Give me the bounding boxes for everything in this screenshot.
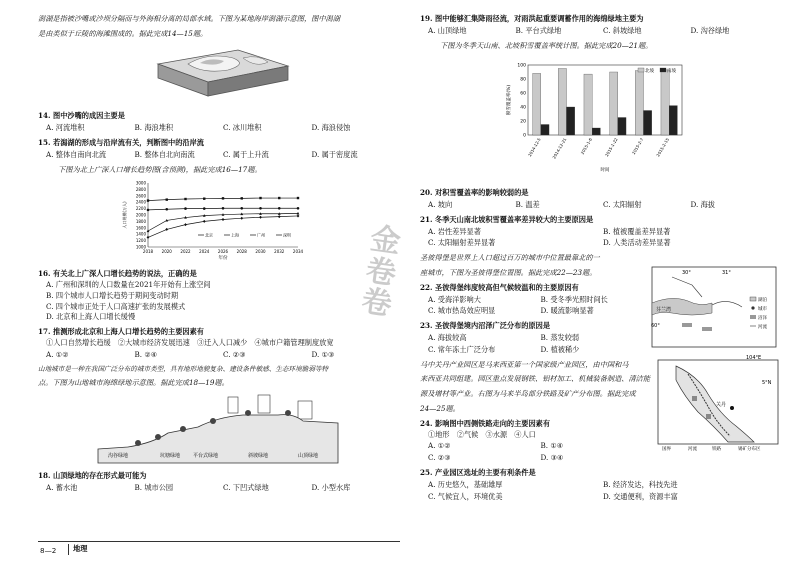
- q19-options: [428, 26, 778, 37]
- chart1-y-label: 人口规模(万人): [122, 201, 127, 229]
- q25-option-c: C. 气候宜人，环境优美: [428, 491, 503, 501]
- q25-option-a: A. 历史悠久，基础雄厚: [428, 479, 503, 489]
- map1-legend-river: 河流: [758, 325, 767, 331]
- chart2-legend-label: 北坡: [645, 69, 654, 75]
- q25-options-row1: [428, 480, 778, 491]
- chart1-x-label: 年份: [218, 256, 228, 262]
- chart1-point: [184, 198, 186, 200]
- intro-16-17: 下图为北上广深人口增长趋势图(含预测)，据此完成16—17题。: [58, 164, 262, 174]
- chart2-y-tick: 60: [520, 91, 526, 97]
- chart1-point: [222, 218, 225, 221]
- q23-option-a: A. 海拔较高: [428, 332, 467, 342]
- chart2-bar: [592, 128, 600, 135]
- fig2-label-hilltop: 山顶绿地: [298, 453, 319, 460]
- q21-option-a: A. 岩性差异显著: [428, 226, 481, 236]
- chart1-legend-label: 深圳: [283, 232, 291, 238]
- chart1-point: [297, 207, 300, 210]
- chart2-y-tick: 20: [520, 119, 526, 125]
- page-number: 8—2: [40, 546, 57, 555]
- chart1-point: [203, 208, 206, 211]
- chart1-point: [259, 216, 262, 219]
- fig2-label-platform: 平台式绿地: [193, 453, 219, 460]
- q21-option-b: B. 植被覆盖差异显著: [603, 226, 671, 236]
- q21-options-row1: [428, 227, 778, 238]
- chart2-y-tick: 80: [520, 77, 526, 83]
- malaysia-map: [658, 356, 778, 456]
- q24-option-a: A. ①②: [428, 441, 451, 451]
- chart2-bar: [558, 69, 566, 136]
- chart1-x-tick: 2020: [161, 249, 172, 255]
- q22-option-a: A. 受海洋影响大: [428, 294, 481, 304]
- chart2-legend-swatch: [638, 68, 644, 72]
- q19-option-c: C. 斜坡绿地: [603, 25, 642, 35]
- q25-option-b: B. 经济发达，科技先进: [603, 479, 678, 489]
- chart1-point: [259, 197, 261, 199]
- q14-option-a: A. 河流堆积: [46, 123, 85, 133]
- q17-option-a: A. ①②: [46, 349, 69, 359]
- chart1-y-tick: 1200: [135, 238, 146, 244]
- chart1-x-tick: 2024: [199, 249, 210, 255]
- chart1-y-tick: 1000: [135, 244, 146, 250]
- chart2-x-tick: 2015-2-15: [655, 137, 671, 158]
- intro-24-25-line2: 来西亚共同组建。园区重点发展钢铁、铝材加工、机械装备制造、清洁能: [420, 374, 651, 384]
- chart2-y-tick: 100: [517, 63, 526, 69]
- q22-options-row1: [428, 295, 653, 306]
- chart2-bar: [584, 74, 592, 135]
- chart1-x-tick: 2018: [142, 249, 154, 255]
- fig2-label-pond: 坑塘绿地: [160, 453, 181, 460]
- chart1-point: [165, 208, 168, 211]
- chart1-x-tick: 2030: [255, 249, 266, 255]
- chart1-point: [259, 207, 262, 210]
- question-19: 19. 图中能够汇集降雨径流，对雨洪起重要调蓄作用的海绵绿地主要为: [420, 14, 644, 23]
- chart1-point: [278, 215, 281, 218]
- q23-options-row2: [428, 345, 653, 356]
- snow-cover-chart: [500, 55, 778, 184]
- q24-options-row2: [428, 453, 653, 464]
- q16-option-d: D. 北京和上海人口增长缓慢: [46, 312, 136, 322]
- q22-option-c: C. 城市热岛效应明显: [428, 306, 496, 316]
- map2-legend-river: 河流: [688, 446, 697, 452]
- chart1-y-tick: 3000: [135, 180, 146, 186]
- chart1-legend-label: 北京: [205, 232, 213, 238]
- chart1-y-tick: 2400: [135, 200, 146, 206]
- q17-options: [46, 350, 400, 361]
- question-16: 16. 有关北上广深人口增长趋势的说法，正确的是: [38, 269, 197, 279]
- map1-label-gulf: 芬兰湾: [656, 307, 672, 314]
- chart2-legend-swatch: [660, 68, 666, 72]
- question-18: 18. 山顶绿地的存在形式最可能为: [38, 471, 147, 481]
- q19-option-a: A. 山顶绿地: [428, 25, 467, 35]
- map1-legend-lake: 湖泊: [758, 298, 767, 304]
- chart1-y-tick: 1600: [135, 225, 146, 231]
- chart2-bar: [635, 71, 643, 135]
- chart1-y-tick: 2000: [135, 212, 146, 218]
- q17-option-c: C. ②③: [223, 349, 246, 359]
- intro-24-25-line1: 马中关丹产业园区是马来西亚第一个国家级产业园区，由中国和马: [420, 359, 629, 369]
- q23-options-row1: [428, 333, 653, 344]
- intro-24-25-line4: 24—25题。: [420, 403, 460, 413]
- chart1-point: [240, 217, 243, 220]
- chart1-x-tick: 2032: [274, 249, 285, 255]
- q20-option-c: C. 太阳辐射: [603, 199, 642, 209]
- chart2-bar: [533, 74, 541, 136]
- q24-items: ①地形 ②气候 ③水源 ④人口: [428, 429, 536, 439]
- q16-option-c: C. 四个城市正处于人口高速扩张的发展模式: [46, 301, 186, 311]
- chart1-point: [166, 199, 168, 201]
- map2-legend: [662, 445, 761, 452]
- chart1-point: [203, 198, 205, 200]
- chart2-bar: [567, 107, 575, 135]
- question-21: 21. 冬季天山南北坡积雪覆盖率差异较大的主要原因是: [420, 214, 594, 224]
- q17-items: ①人口自然增长趋缓 ②大城市经济发展迅速 ③迁入人口减少 ④城市户籍管理制度放宽: [46, 337, 334, 347]
- q18-option-d: D. 小型水库: [311, 482, 351, 492]
- q24-option-c: C. ②③: [428, 453, 451, 463]
- map2-legend-tin: 锡矿分布区: [738, 446, 761, 452]
- q19-option-d: D. 沟谷绿地: [690, 25, 730, 35]
- chart2-bar: [618, 118, 626, 136]
- map2-label-5n: 5°N: [762, 379, 772, 386]
- chart1-point: [241, 198, 243, 200]
- chart1-x-tick: 2022: [180, 249, 191, 255]
- lagoon-figure: [148, 44, 400, 108]
- population-chart: [118, 179, 400, 265]
- q22-option-b: B. 受冬季光照时间长: [540, 294, 608, 304]
- intro-18-19-line1: 山地城市是一种在我国广泛分布的城市类型，具有地形地貌复杂、建设条件敏感、生态环境脆弱等特: [38, 364, 329, 373]
- q21-option-d: D. 人类活动差异显著: [603, 238, 671, 248]
- chart1-point: [147, 209, 150, 212]
- q14-option-d: D. 海浪侵蚀: [311, 123, 351, 133]
- st-petersburg-section: [420, 253, 778, 355]
- chart2-frame: [528, 65, 682, 135]
- q18-option-a: A. 蓄水池: [46, 482, 78, 492]
- question-25: 25. 产业园区选址的主要有利条件是: [420, 467, 536, 477]
- question-17: 17. 推测形成北京和上海人口增长趋势的主要因素有: [38, 327, 204, 337]
- chart1-point: [240, 207, 243, 210]
- chart2-y-tick: 40: [520, 105, 526, 111]
- chart2-x-label: 时间: [600, 168, 610, 174]
- map1-legend-city: 城市: [758, 307, 767, 313]
- q22-option-d: D. 暖流影响显著: [540, 306, 594, 316]
- chart1-x-tick: 2028: [236, 249, 247, 255]
- chart1-y-tick: 1800: [135, 219, 146, 225]
- map2-label-kuantan: 关丹: [716, 401, 727, 408]
- intro-14-15-line1: 潟湖是指被沙嘴或沙坝分隔而与外海相分离的局部水域。下图为某地海岸潟湖示意图，图中潟湖: [38, 14, 340, 23]
- chart1-point: [203, 220, 206, 223]
- chart1-point: [278, 197, 280, 199]
- chart1-x-tick: 2026: [217, 249, 229, 255]
- chart1-point: [147, 200, 149, 202]
- malaysia-section: [420, 354, 778, 503]
- q24-option-d: D. ③④: [540, 453, 564, 463]
- question-23: 23. 圣彼得堡境内沼泽广泛分布的原因是: [420, 321, 551, 331]
- intro-22-23-line2: 座城市，下图为圣彼得堡位置图。据此完成22—23题。: [420, 267, 597, 277]
- chart1-point: [297, 215, 300, 218]
- chart2-bar: [610, 72, 618, 135]
- q23-option-d: D. 植被稀少: [540, 344, 580, 354]
- map2-label-104e: 104°E: [746, 354, 762, 361]
- right-column: [420, 10, 778, 503]
- q18-options: [46, 483, 400, 494]
- intro-20-21: 下图为冬季天山南、北坡积雪覆盖率统计图。据此完成20—21题。: [440, 40, 653, 50]
- chart1-y-tick: 2600: [135, 193, 146, 199]
- q18-option-c: C. 下凹式绿地: [223, 482, 269, 492]
- chart1-point: [297, 197, 299, 199]
- left-column: [38, 10, 400, 495]
- q14-option-c: C. 冰川堆积: [223, 123, 262, 133]
- chart1-x-tick: 2034: [292, 249, 304, 255]
- map2-legend-railway: 铁路: [712, 446, 721, 452]
- q21-options-row2: [428, 238, 778, 249]
- chart2-x-tick: 2015-1-6: [579, 137, 594, 156]
- intro-22-23-line1: 圣彼得堡是世界上人口超过百万的城市中位置最靠北的一: [420, 253, 600, 263]
- q22-options-row2: [428, 306, 653, 317]
- intro-18-19-line2: 点。下图为山地城市海绵绿地示意图。据此完成18—19题。: [38, 378, 229, 388]
- chart2-legend-label: 南坡: [667, 69, 676, 75]
- q20-option-d: D. 海拔: [690, 199, 715, 209]
- map2-legend-border: 国界: [662, 446, 671, 452]
- chart2-y-tick: 0: [523, 133, 526, 139]
- chart1-y-tick: 2200: [135, 206, 146, 212]
- subject-label: 地理: [68, 544, 87, 555]
- question-20: 20. 对积雪覆盖率的影响较弱的是: [420, 188, 529, 198]
- chart2-bar: [541, 125, 549, 136]
- q15-options: [46, 150, 400, 161]
- q23-option-c: C. 常年冻土广泛分布: [428, 344, 496, 354]
- chart1-point: [278, 207, 281, 210]
- chart2-bar: [669, 106, 677, 135]
- q18-option-b: B. 城市公园: [134, 482, 174, 492]
- chart2-bar: [644, 111, 652, 136]
- q21-option-c: C. 太阳辐射差异显著: [428, 238, 496, 248]
- chart1-legend-label: 上海: [231, 232, 239, 238]
- q19-option-b: B. 平台式绿地: [515, 25, 562, 35]
- question-15: 15. 若潟湖的形成与沿岸流有关，判断图中的沿岸流: [38, 137, 204, 147]
- chart1-point: [222, 198, 224, 200]
- chart2-bar: [661, 70, 669, 135]
- watermark: 金 卷 卷: [359, 221, 403, 323]
- q20-option-a: A. 坡向: [428, 199, 453, 209]
- q24-option-b: B. ①④: [540, 441, 564, 451]
- q17-option-b: B. ②④: [134, 349, 158, 359]
- q15-option-c: C. 属于上升流: [223, 149, 269, 159]
- question-14: 14. 图中沙嘴的成因主要是: [38, 111, 125, 121]
- fig2-label-slope: 斜坡绿地: [248, 453, 269, 460]
- q15-option-a: A. 整体自南向北流: [46, 149, 107, 159]
- q16-option-b: B. 四个城市人口增长趋势于期间变动时期: [46, 290, 179, 300]
- q14-option-b: B. 海浪堆积: [134, 123, 174, 133]
- q20-option-b: B. 温差: [515, 199, 540, 209]
- q17-option-d: D. ①③: [311, 349, 335, 359]
- q16-option-a: A. 广州和深圳的人口数量在2021年开始有上涨空间: [46, 279, 211, 289]
- q15-option-b: B. 整体自北向南流: [134, 149, 195, 159]
- intro-14-15-line2: 是由类似于丘陵的海滩围成的。据此完成14—15题。: [38, 28, 208, 38]
- sponge-green-space-figure: [98, 393, 400, 467]
- chart1-point: [165, 228, 168, 231]
- intro-24-25-line3: 源及增材等产业。右图为马来半岛部分铁路及矿产分布图。据此完成: [420, 389, 636, 399]
- st-petersburg-map: [652, 267, 776, 351]
- chart2-x-tick: 2014-12-21: [551, 137, 568, 161]
- page-footer: [38, 541, 400, 555]
- question-22: 22. 圣彼得堡纬度较高但气候较温和的主要原因有: [420, 282, 579, 292]
- chart2-x-tick: 2015-1-22: [604, 137, 619, 158]
- q14-options: [46, 123, 400, 134]
- chart1-y-tick: 1400: [135, 232, 146, 238]
- fig2-label-valley: 沟谷绿地: [108, 453, 129, 460]
- chart2-y-label: 积雪覆盖率(%): [507, 85, 512, 116]
- q20-options: [428, 200, 778, 211]
- chart1-point: [184, 208, 187, 211]
- question-24: 24. 影响图中西侧铁路走向的主要因素有: [420, 418, 551, 428]
- q25-option-d: D. 交通便利，资源丰富: [603, 491, 678, 501]
- q25-options-row2: [428, 492, 778, 503]
- map1-legend-swamp: 沼泽: [758, 316, 767, 322]
- map1-label-60: 60°: [651, 323, 660, 330]
- map1-label-30: 30°: [682, 270, 691, 277]
- chart1-point: [184, 223, 187, 226]
- chart1-point: [222, 207, 225, 210]
- q23-option-b: B. 蒸发较弱: [540, 332, 580, 342]
- chart1-y-tick: 2800: [135, 187, 146, 193]
- chart2-x-tick: 2014-12-5: [527, 137, 542, 158]
- chart1-point: [147, 236, 150, 239]
- chart2-x-tick: 2015-2-7: [630, 137, 645, 156]
- map1-label-31: 31°: [722, 270, 731, 277]
- chart1-legend-label: 广州: [257, 232, 265, 238]
- q24-options-row1: [428, 441, 653, 452]
- q15-option-d: D. 属于密度流: [311, 149, 358, 159]
